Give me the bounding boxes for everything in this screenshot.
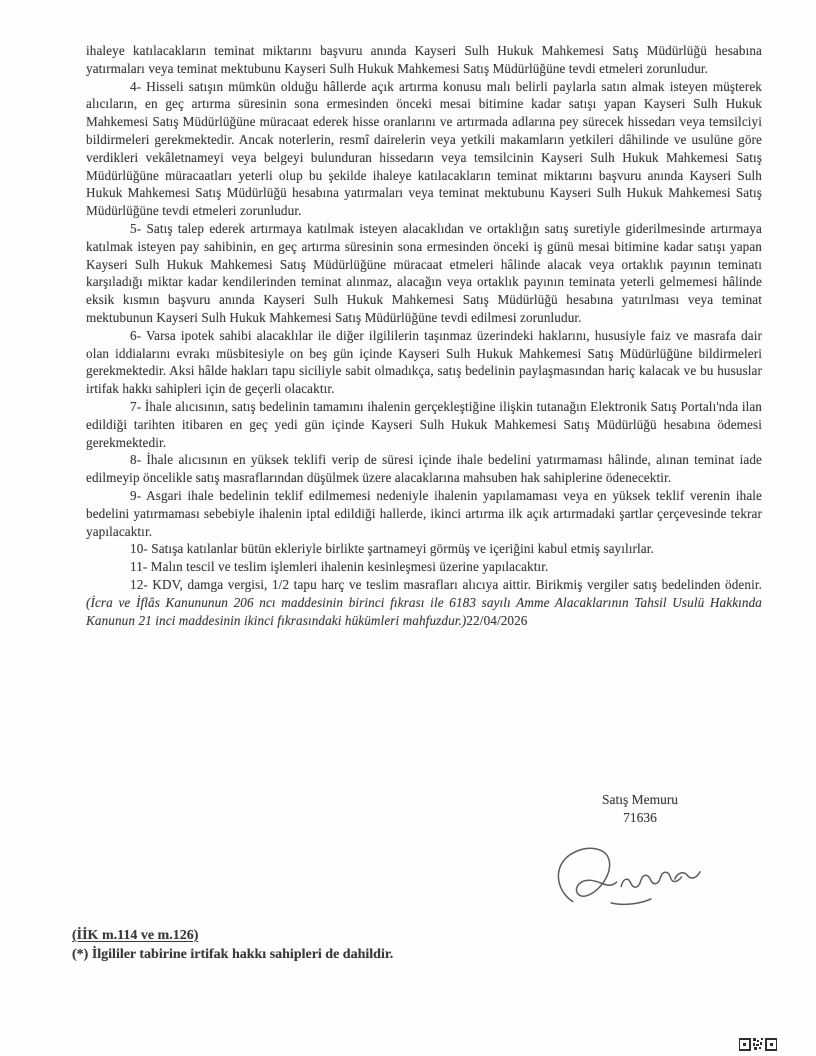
paragraph-item-5: 5- Satış talep ederek artırmaya katılmak isteyen alacaklıdan ve ortaklığın satış suretiyle giderilmesinde artırmaya katılmak isteyen pay sahibinin, en geç artırma süresinin sona ermesinden önceki iş günü mesai bitimine kadar satışı yapan Kayseri Sulh Hukuk Mahkemesi Satış Müdürlüğüne müracaat etmeleri hâlinde alacak veya ortaklık payının teminatı karşıladığı miktar kadar kendilerinden teminat alınmaz, alacağın veya ortaklık payının teminata yeterli gelmemesi hâlinde eksik kısmın başvuru anında Kayseri Sulh Hukuk Mahkemesi Satış Müdürlüğü hesabına yatırılması veya teminat mektubunun Kayseri Sulh Hukuk Mahkemesi Satış Müdürlüğüne tevdi edilmesi zorunludur. [86,220,762,325]
footer-notes [72,926,393,964]
paragraph-item-6: 6- Varsa ipotek sahibi alacaklılar ile diğer ilgililerin taşınmaz üzerindeki haklarını, hususiyle faiz ve masrafa dair olan iddialarını evrakı müsbitesiyle on beş gün içinde Kayseri Sulh Hukuk Mahkemesi Satış Müdürlüğüne bildirmeleri gerekmektedir. Aksi hâlde hakları tapu siciliyle sabit olmadıkça, satış bedelinin paylaşmasından hariç kalacak ve bu hususlar irtifak hakkı sahipleri için de geçerli olacaktır. [86,327,762,397]
signature-registry-number: 71636 [623,810,657,825]
paragraph-item-11: 11- Malın tescil ve teslim işlemleri ihalenin kesinleşmesi üzerine yapılacaktır. [130,559,549,575]
paragraph-continuation: ihaleye katılacakların teminat miktarını başvuru anında Kayseri Sulh Hukuk Mahkemesi Satış Müdürlüğü hesabına yatırmaları veya teminat mektubunu Kayseri Sulh Hukuk Mahkemesi Satış Müdürlüğüne tevdi etmeleri zorunludur. [86,43,762,76]
barcode-mark-icon [739,1038,777,1051]
footer-legal-reference: (İİK m.114 ve m.126) [72,928,199,943]
signature-title: Satış Memuru [601,792,679,807]
paragraph-item-12 [86,576,762,629]
handwritten-signature-icon [544,826,722,926]
item-12-date: 22/04/2026 [466,612,528,628]
paragraph-item-8: 8- İhale alıcısının en yüksek teklifi verip de süresi içinde ihale bedelini yatırmaması hâlinde, alınan teminat iade edilmeyip öncelikle satış masraflarından düşülmek üzere alacaklarına mahsuben hak sahiplerine ödenecektir. [86,452,762,486]
item-12-lead: 12- KDV, damga vergisi, 1/2 tapu harç ve teslim masrafları alıcıya aittir. Birikmiş vergiler satış bedelinden ödenir. [130,576,762,592]
paragraph-item-7: 7- İhale alıcısının, satış bedelinin tamamını ihalenin gerçekleştiğine ilişkin tutanağın Elektronik Satış Portalı'nda ilan edildiği tarihten itibaren en geç yedi gün içinde Kayseri Sulh Hukuk Mahkemesi Satış Müdürlüğü hesabına ödemesi gerekmektedir. [86,398,762,450]
paragraph-item-9: 9- Asgari ihale bedelinin teklif edilmemesi nedeniyle ihalenin yapılamaması veya en yüksek teklif verenin ihale bedelini yatırmaması sebebiyle ihalenin iptal edildiği hallerde, ikinci artırma ilk açık artırmadaki şartlar çerçevesinde tekrar yapılacaktır. [86,487,762,539]
document-body [86,42,762,629]
footer-asterisk-note: (*) İlgililer tabirine irtifak hakkı sahipleri de dahildir. [72,947,394,962]
item-12-legal-reference: (İcra ve İflâs Kanununun 206 ncı maddesinin birinci fıkrası ile 6183 sayılı Amme Alacaklarının Tahsil Usulü Hakkında Kanunun 21 inci maddesinin ikinci fıkrasındaki hükümleri mahfuzdur.) [86,594,762,628]
paragraph-item-10: 10- Satışa katılanlar bütün ekleriyle birlikte şartnameyi görmüş ve içeriğini kabul etmiş sayılırlar. [130,541,654,557]
signature-block [540,791,740,827]
paragraph-item-4: 4- Hisseli satışın mümkün olduğu hâllerde açık artırma konusu malı belirli paylarla satın almak isteyen müşterek alıcıların, en geç artırma süresinin sona ermesinden önceki mesai bitimine kadar satışı yapan Kayseri Sulh Hukuk Mahkemesi Satış Müdürlüğüne müracaat ederek hisse oranlarını ve artırmada adlarına pey sürecek hissedarı veya temsilciyi bildirmeleri gerekmektedir. Ancak noterlerin, resmî dairelerin veya yetkili makamların yetkileri dâhilinde ve usulüne göre verdikleri vekâletnameyi veya belgeyi bulunduran hissedarın veya temsilcinin Kayseri Sulh Hukuk Mahkemesi Satış Müdürlüğüne müracaatları yeterli olup bu şekilde ihaleye katılacakların teminat miktarını başvuru anında Kayseri Sulh Hukuk Mahkemesi Satış Müdürlüğü hesabına yatırmaları veya teminat mektubunu Kayseri Sulh Hukuk Mahkemesi Satış Müdürlüğüne tevdi etmeleri zorunludur. [86,78,762,219]
